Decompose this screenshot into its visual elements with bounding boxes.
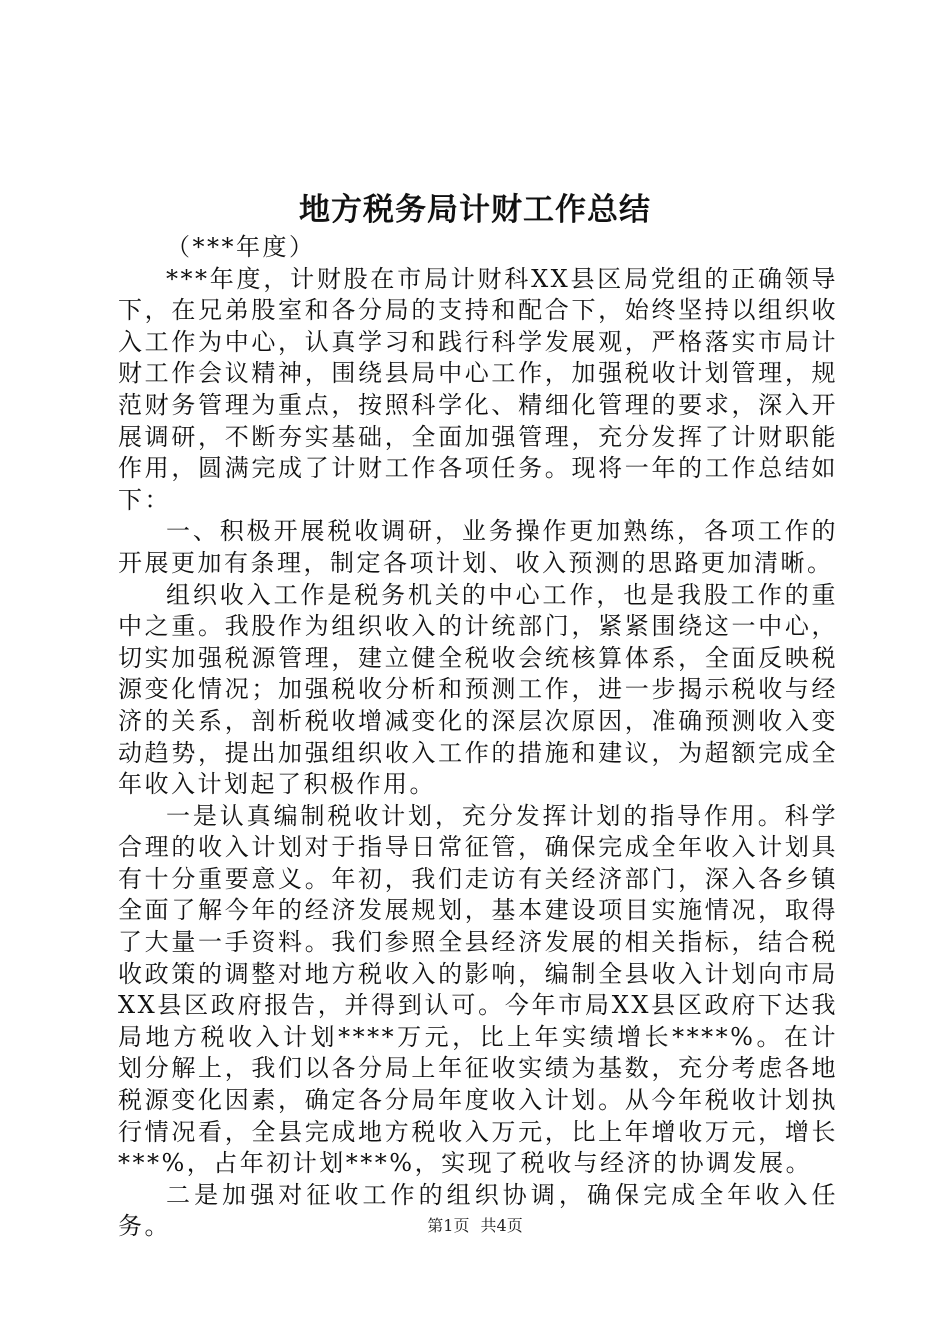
paragraph-intro: ***年度，计财股在市局计财科XX县区局党组的正确领导下，在兄弟股室和各分局的支持和配合下，始终坚持以组织收入工作为中心，认真学习和践行科学发展观，严格落实市局计财工作会议精神，围绕县局中心工作，加强税收计划管理，规范财务管理为重点，按照科学化、精细化管理的要求，深入开展调研，不断夯实基础，全面加强管理，充分发挥了计财职能作用，圆满完成了计财工作各项任务。现将一年的工作总结如下：	[118, 264, 838, 514]
document-body	[118, 232, 838, 1243]
page-number-current: 第1页	[427, 1216, 470, 1235]
page-number-total: 共4页	[480, 1216, 523, 1235]
document-title: 地方税务局计财工作总结	[299, 192, 651, 228]
page-footer	[0, 1214, 950, 1238]
paragraph-section-heading: 一、积极开展税收调研，业务操作更加熟练，各项工作的开展更加有条理，制定各项计划、收入预测的思路更加清晰。	[118, 517, 838, 577]
document-subtitle: （***年度）	[166, 233, 316, 261]
paragraph-revenue-work: 组织收入工作是税务机关的中心工作，也是我股工作的重中之重。我股作为组织收入的计统部门，紧紧围绕这一中心，切实加强税源管理，建立健全税收会统核算体系，全面反映税源变化情况；加强税收分析和预测工作，进一步揭示税收与经济的关系，剖析税收增减变化的深层次原因，准确预测收入变动趋势，提出加强组织收入工作的措施和建议，为超额完成全年收入计划起了积极作用。	[118, 580, 838, 799]
paragraph-coordination: 二是加强对征收工作的组织协调，确保完成全年收入任务。	[118, 1180, 838, 1241]
paragraph-tax-plan: 一是认真编制税收计划，充分发挥计划的指导作用。科学合理的收入计划对于指导日常征管，确保完成全年收入计划具有十分重要意义。年初，我们走访有关经济部门，深入各乡镇全面了解今年的经济发展规划，基本建设项目实施情况，取得了大量一手资料。我们参照全县经济发展的相关指标，结合税收政策的调整对地方税收入的影响，编制全县收入计划向市局XX县区政府报告，并得到认可。今年市局XX县区政府下达我局地方税收入计划****万元，比上年实绩增长****%。在计划分解上，我们以各分局上年征收实绩为基数，充分考虑各地税源变化因素，确定各分局年度收入计划。从今年税收计划执行情况看，全县完成地方税收入万元，比上年增收万元，增长***%，占年初计划***%，实现了税收与经济的协调发展。	[118, 801, 838, 1178]
